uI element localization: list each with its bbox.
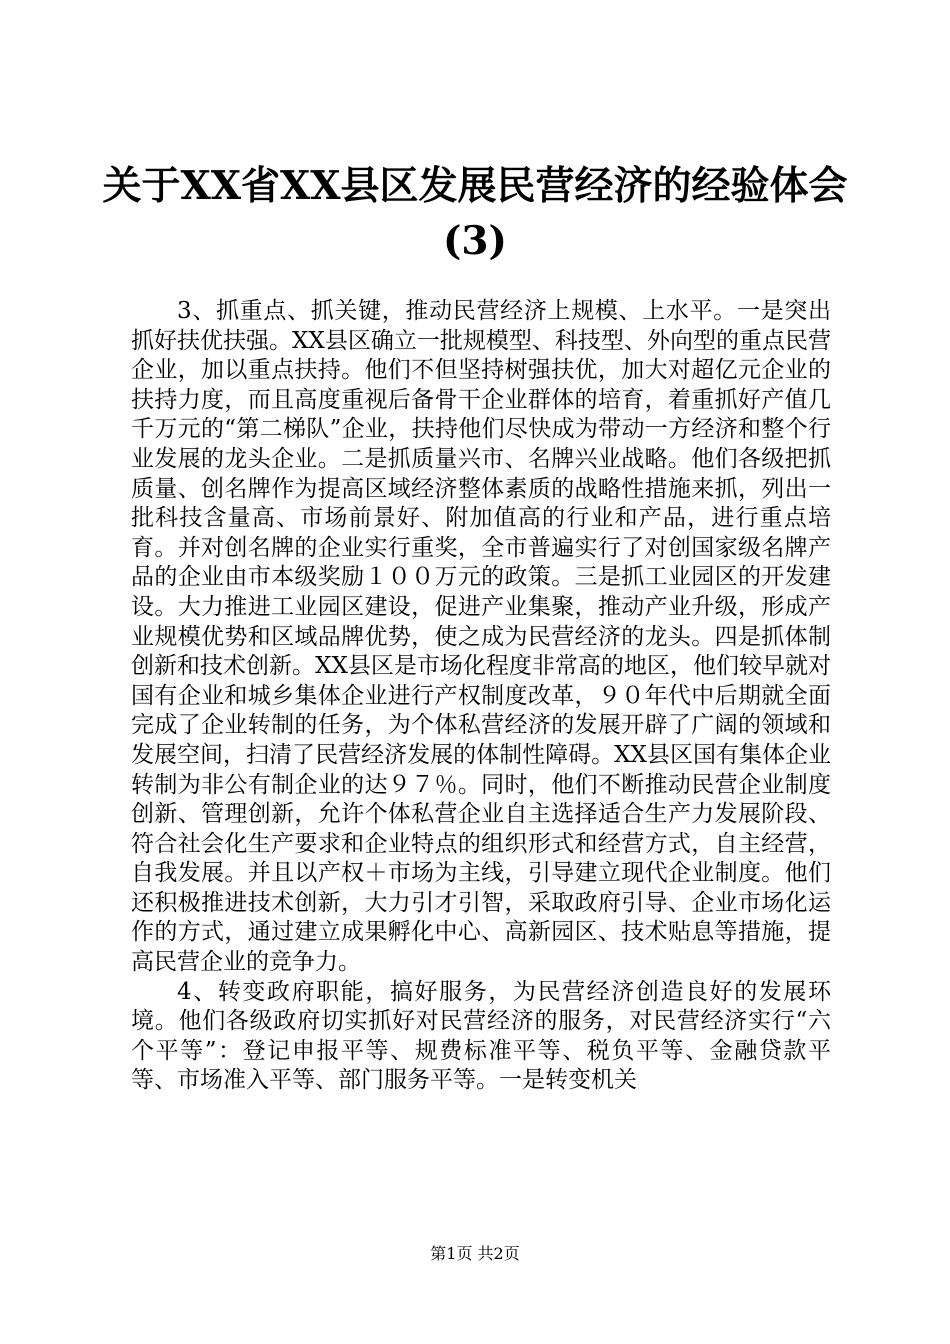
document-title-line2: (3) (442, 218, 508, 264)
paragraph-4: 4、转变政府职能，搞好服务，为民营经济创造良好的发展环境。他们各级政府切实抓好对民营经济的服务，对民营经济实行“六个平等”：登记申报平等、规费标准平等、税负平等、金融贷款平等、市场准入平等、部门服务平等。一是转变机关 (131, 978, 831, 1094)
document-body (131, 297, 831, 1096)
document-title-line1: 关于XX省XX县区发展民营经济的经验体会 (102, 163, 848, 209)
page-number-footer: 第1页 共2页 (430, 1244, 520, 1263)
paragraph-3: 3、抓重点、抓关键，推动民营经济上规模、上水平。一是突出抓好扶优扶强。XX县区确立一批规模型、科技型、外向型的重点民营企业，加以重点扶持。他们不但坚持树强扶优，加大对超亿元企业的扶持力度，而且高度重视后备骨干企业群体的培育，着重抓好产值几千万元的“第二梯队”企业，扶持他们尽快成为带动一方经济和整个行业发展的龙头企业。二是抓质量兴市、名牌兴业战略。他们各级把抓质量、创名牌作为提高区域经济整体素质的战略性措施来抓，列出一批科技含量高、市场前景好、附加值高的行业和产品，进行重点培育。并对创名牌的企业实行重奖，全市普遍实行了对创国家级名牌产品的企业由市本级奖励１００万元的政策。三是抓工业园区的开发建设。大力推进工业园区建设，促进产业集聚，推动产业升级，形成产业规模优势和区域品牌优势，使之成为民营经济的龙头。四是抓体制创新和技术创新。XX县区是市场化程度非常高的地区，他们较早就对国有企业和城乡集体企业进行产权制度改革，９０年代中后期就全面完成了企业转制的任务，为个体私营经济的发展开辟了广阔的领域和发展空间，扫清了民营经济发展的体制性障碍。XX县区国有集体企业转制为非公有制企业的达９７％。同时，他们不断推动民营企业制度创新、管理创新，允许个体私营企业自主选择适合生产力发展阶段、符合社会化生产要求和企业特点的组织形式和经营方式，自主经营，自我发展。并且以产权＋市场为主线，引导建立现代企业制度。他们还积极推进技术创新，大力引才引智，采取政府引导、企业市场化运作的方式，通过建立成果孵化中心、高新园区、技术贴息等措施，提高民营企业的竞争力。 (131, 298, 831, 976)
